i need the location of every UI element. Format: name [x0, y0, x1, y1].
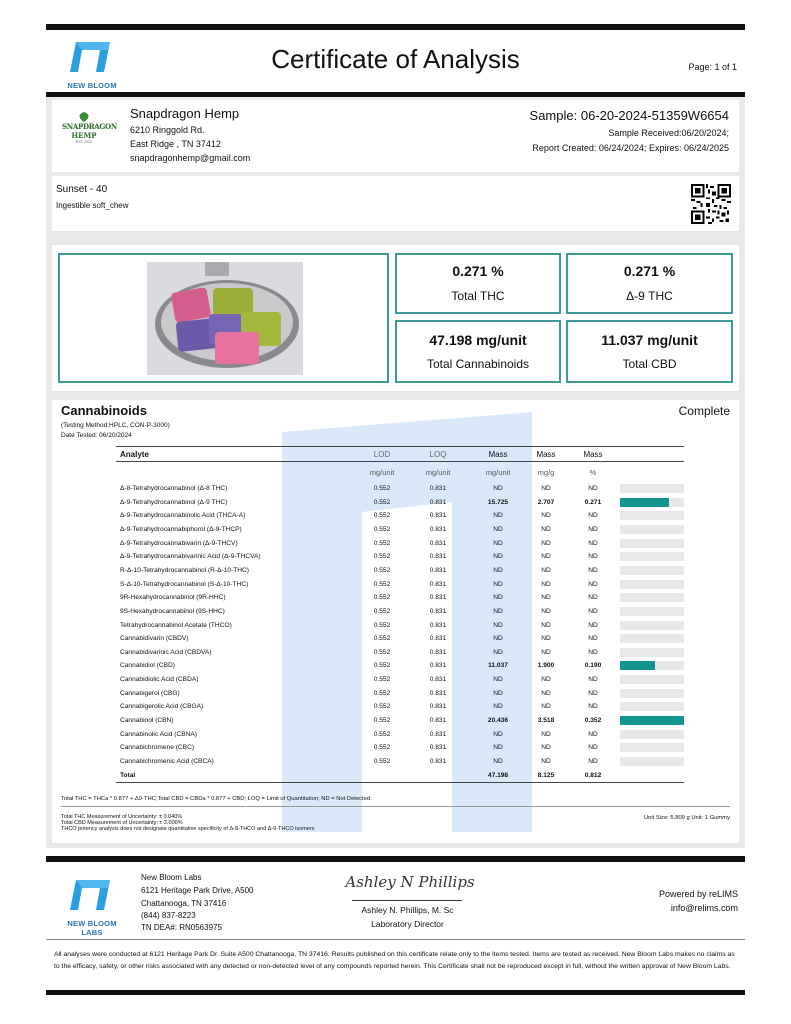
level-bar [620, 607, 684, 616]
analyte-name: R-Δ-10-Tetrahydrocannabinol (R-Δ-10-THC) [120, 566, 249, 574]
analyte-name: Cannabinolic Acid (CBNA) [120, 730, 197, 738]
gummy-tin-image [147, 262, 303, 375]
cell-loq: 0.831 [429, 498, 447, 506]
cell-loq: 0.831 [429, 539, 447, 547]
cell-pct: ND [588, 648, 598, 656]
leaf-icon [76, 112, 92, 122]
lab-dea: TN DEA#: RN0563975 [141, 923, 222, 932]
client-logo-line1: SNAPDRAGON [62, 122, 117, 131]
cell-lod: 0.552 [373, 717, 391, 725]
analyte-name: Δ-9-Tetrahydrocannabinolic Acid (THCA-A) [120, 512, 246, 520]
cell-loq: 0.831 [429, 662, 447, 670]
analyte-name: Cannabidivarinic Acid (CBDVA) [120, 648, 212, 656]
cell-mgunit: ND [493, 553, 503, 561]
cell-pct: ND [588, 621, 598, 629]
total-mgg: 8.125 [537, 771, 555, 779]
level-bar [620, 566, 684, 575]
cell-lod: 0.552 [373, 485, 391, 492]
cell-pct: ND [588, 689, 598, 697]
cell-loq: 0.831 [429, 648, 447, 656]
cell-lod: 0.552 [373, 553, 391, 561]
cell-mgunit: ND [493, 621, 503, 629]
director-name: Ashley N. Phillips, M. Sc [361, 905, 454, 915]
cell-loq: 0.831 [429, 525, 447, 533]
note-cbd-uncertainty: Total CBD Measurement of Uncertainty: ± 2.000% [61, 820, 183, 826]
cell-pct: ND [588, 744, 598, 752]
cell-pct: ND [588, 676, 598, 684]
date-tested: Date Tested: 06/20/2024 [61, 432, 132, 439]
cell-loq: 0.831 [429, 635, 447, 643]
table-header-rule [116, 446, 684, 447]
analyte-name: 9R-Hexahydrocannabinol (9R-HHC) [120, 594, 226, 602]
lab-name: New Bloom Labs [141, 873, 202, 882]
cell-loq: 0.831 [429, 744, 447, 752]
total-mgunit: 47.198 [487, 771, 509, 779]
cell-lod: 0.552 [373, 621, 391, 629]
cannabinoids-status: Complete [678, 404, 730, 418]
header-mass-pct: Mass [583, 450, 603, 459]
cell-mgunit: ND [493, 566, 503, 574]
total-cannabinoids-card [395, 320, 561, 383]
top-rule [46, 24, 745, 30]
cell-mgg: ND [541, 676, 551, 684]
report-dates: Report Created: 06/24/2024; Expires: 06/24/2025 [532, 143, 729, 153]
signature: Ashley N Phillips [345, 873, 475, 891]
level-bar [620, 716, 684, 725]
cell-mgg: 2.707 [537, 498, 555, 506]
cell-mgunit: 11.037 [488, 662, 508, 670]
footer-rule [46, 856, 745, 862]
analyte-name: Δ-8-Tetrahydrocannabinol (Δ-8 THC) [120, 485, 228, 492]
cell-lod: 0.552 [373, 607, 391, 615]
unit-size: Unit Size: 5.809 g Unit: 1 Gummy [643, 815, 730, 821]
cell-lod: 0.552 [373, 648, 391, 656]
product-photo [147, 262, 303, 375]
total-thc-value: 0.271 % [452, 263, 504, 279]
cell-mgunit: 20.436 [487, 717, 509, 725]
analyte-name: Δ-9-Tetrahydrocannabivarin (Δ-9-THCV) [120, 539, 238, 547]
analyte-name: Cannabigerol (CBG) [120, 689, 180, 697]
client-address1: 6210 Ringgold Rd. [130, 125, 205, 135]
product-type: Ingestible soft_chew [56, 201, 129, 210]
qr-code[interactable] [691, 184, 731, 224]
level-bar [620, 702, 684, 711]
cell-mgunit: ND [493, 676, 503, 684]
cell-pct: ND [588, 553, 598, 561]
footer-lab-logo [56, 878, 128, 937]
cell-mgunit: ND [493, 703, 503, 711]
cell-loq: 0.831 [429, 689, 447, 697]
total-thc-card [395, 253, 561, 314]
header-mass-mgunit: Mass [488, 450, 508, 459]
cell-mgg: ND [541, 607, 551, 615]
level-bar [620, 757, 684, 766]
level-bar [620, 539, 684, 548]
testing-method: (Testing Method:HPLC, CON-P-3000) [61, 422, 170, 429]
cell-loq: 0.831 [429, 566, 447, 574]
level-bar [620, 552, 684, 561]
footer-lab-logo-mark-icon [56, 878, 128, 912]
lab-logo-text: NEW BLOOM [67, 81, 117, 90]
qr-code-icon [691, 184, 731, 224]
sample-id: Sample: 06-20-2024-51359W6654 [529, 108, 729, 123]
cell-pct: ND [588, 730, 598, 738]
cell-lod: 0.552 [373, 744, 391, 752]
cell-mgg: ND [541, 580, 551, 588]
cell-mgunit: ND [493, 594, 503, 602]
total-label: Total [120, 771, 136, 779]
total-thc-label: Total THC [451, 289, 505, 303]
note-thc-uncertainty: Total THC Measurement of Uncertainty: ± 0.040% [61, 814, 183, 820]
cell-loq: 0.831 [429, 758, 447, 765]
cell-lod: 0.552 [373, 566, 391, 574]
client-name: Snapdragon Hemp [130, 106, 240, 121]
cell-loq: 0.831 [429, 730, 447, 738]
cell-lod: 0.552 [373, 498, 391, 506]
unit-mass-mgunit: mg/unit [485, 468, 511, 477]
cell-mgg: ND [541, 512, 551, 520]
client-logo-line2: HEMP [71, 131, 97, 140]
level-bar [620, 634, 684, 643]
cell-lod: 0.552 [373, 525, 391, 533]
level-bar [620, 498, 684, 507]
cell-loq: 0.831 [429, 621, 447, 629]
cell-mgg: ND [541, 594, 551, 602]
cell-mgunit: ND [493, 485, 503, 492]
product-photo-frame [58, 253, 389, 383]
d9-thc-value: 0.271 % [623, 263, 676, 279]
cell-mgunit: ND [493, 512, 503, 520]
unit-mass-pct: % [589, 468, 597, 477]
cell-pct: ND [588, 485, 598, 492]
analyte-name: Cannabigerolic Acid (CBGA) [120, 703, 204, 711]
director-title: Laboratory Director [371, 919, 444, 929]
cell-loq: 0.831 [429, 553, 447, 561]
cell-pct: ND [588, 758, 598, 765]
analyte-name: Δ-9-Tetrahydrocannabiphorol (Δ-9-THCP) [120, 525, 242, 533]
cell-pct: ND [588, 525, 598, 533]
cell-mgg: 1.900 [537, 662, 555, 670]
cell-mgunit: ND [493, 607, 503, 615]
lab-address2: Chattanooga, TN 37416 [141, 899, 227, 908]
level-bar-fill [620, 716, 684, 725]
cell-pct: ND [588, 607, 598, 615]
cell-mgunit: ND [493, 580, 503, 588]
cell-pct: 0.271 [584, 498, 602, 506]
cell-lod: 0.552 [373, 539, 391, 547]
total-cbd-card [566, 320, 733, 383]
cell-lod: 0.552 [373, 580, 391, 588]
cell-mgg: ND [541, 621, 551, 629]
cell-loq: 0.831 [429, 703, 447, 711]
cell-mgunit: ND [493, 635, 503, 643]
header-mass-mgg: Mass [536, 450, 556, 459]
cell-mgunit: 15.725 [487, 498, 509, 506]
cell-lod: 0.552 [373, 730, 391, 738]
cell-mgg: 3.518 [537, 717, 555, 725]
cell-mgg: ND [541, 744, 551, 752]
cell-loq: 0.831 [429, 594, 447, 602]
analyte-name: S-Δ-10-Tetrahydrocannabinol (S-Δ-10-THC) [120, 580, 249, 588]
lab-address1: 6121 Heritage Park Drive, A500 [141, 886, 254, 895]
cell-mgg: ND [541, 553, 551, 561]
level-bar [620, 689, 684, 698]
client-email: snapdragonhemp@gmail.com [130, 153, 251, 163]
level-bar [620, 675, 684, 684]
cell-loq: 0.831 [429, 485, 447, 492]
cell-lod: 0.552 [373, 689, 391, 697]
level-bar [620, 484, 684, 493]
d9-thc-card [566, 253, 733, 314]
cell-mgg: ND [541, 566, 551, 574]
cell-loq: 0.831 [429, 607, 447, 615]
signature-line [352, 900, 462, 901]
cell-mgg: ND [541, 525, 551, 533]
table-subheader-rule [116, 461, 684, 462]
analyte-name: Tetrahydrocannabinol Acetate (THCO) [120, 621, 232, 629]
cell-pct: ND [588, 635, 598, 643]
level-bar-fill [620, 498, 669, 507]
client-logo-line3: EST. 2020 [75, 140, 93, 144]
cell-pct: 0.190 [584, 662, 602, 670]
sample-received: Sample Received:06/20/2024; [608, 128, 729, 138]
analyte-name: Cannabidiol (CBD) [120, 662, 175, 670]
cell-pct: ND [588, 539, 598, 547]
total-cannabinoids-label: Total Cannabinoids [426, 357, 530, 371]
level-bar [620, 525, 684, 534]
cell-lod: 0.552 [373, 594, 391, 602]
cell-lod: 0.552 [373, 635, 391, 643]
unit-lod: mg/unit [369, 468, 395, 477]
client-logo [62, 112, 117, 154]
cell-loq: 0.831 [429, 676, 447, 684]
analyte-name: Δ-9-Tetrahydrocannabivarinic Acid (Δ-9-THCVA) [120, 553, 261, 561]
note-definitions: Total THC = THCa * 0.877 + Δ9-THC;Total CBD = CBDa * 0.877 + CBD; LOQ = Limit of Quantitation; ND = Not Detected. [61, 796, 372, 802]
level-bar [620, 621, 684, 630]
level-bar [620, 743, 684, 752]
d9-thc-label: Δ-9 THC [626, 289, 673, 303]
cannabinoids-title: Cannabinoids [61, 403, 147, 418]
product-name: Sunset - 40 [56, 184, 108, 195]
analyte-name: Cannabichromene (CBC) [120, 744, 195, 752]
analyte-name: Cannabidivarin (CBDV) [120, 635, 189, 643]
footer-lab-logo-text: NEW BLOOM LABS [67, 919, 117, 937]
note-thco: THCO potency analysis does not designate quantitative specificity of Δ-8-THCO and Δ-9-THCO isomers [61, 826, 315, 832]
cell-mgunit: ND [493, 730, 503, 738]
cell-pct: ND [588, 594, 598, 602]
level-bar [620, 580, 684, 589]
cell-mgunit: ND [493, 525, 503, 533]
total-cbd-value: 11.037 mg/unit [601, 332, 698, 348]
cell-loq: 0.831 [429, 512, 447, 520]
analyte-name: Cannabinol (CBN) [120, 717, 174, 725]
cell-lod: 0.552 [373, 703, 391, 711]
cell-mgg: ND [541, 635, 551, 643]
total-cannabinoids-value: 47.198 mg/unit [429, 332, 527, 348]
cell-mgg: ND [541, 758, 551, 765]
cell-loq: 0.831 [429, 717, 447, 725]
cell-mgg: ND [541, 648, 551, 656]
unit-mass-mgg: mg/g [537, 468, 555, 477]
level-bar [620, 661, 684, 670]
cell-mgg: ND [541, 703, 551, 711]
cell-mgunit: ND [493, 648, 503, 656]
footer-divider [46, 939, 745, 940]
level-bar [620, 730, 684, 739]
lab-phone: (844) 837-8223 [141, 911, 196, 920]
header-analyte: Analyte [120, 450, 149, 459]
page-number: Page: 1 of 1 [688, 62, 737, 72]
cell-mgg: ND [541, 730, 551, 738]
notes-rule [61, 806, 730, 807]
header-lod: LOD [373, 450, 391, 459]
cell-mgunit: ND [493, 758, 503, 765]
unit-loq: mg/unit [425, 468, 451, 477]
cell-pct: ND [588, 512, 598, 520]
total-pct: 0.812 [584, 771, 602, 779]
cell-mgg: ND [541, 689, 551, 697]
cell-mgunit: ND [493, 539, 503, 547]
header-loq: LOQ [429, 450, 447, 459]
cell-lod: 0.552 [373, 662, 391, 670]
client-address2: East Ridge , TN 37412 [130, 139, 221, 149]
cell-pct: ND [588, 703, 598, 711]
analyte-name: Cannabidiolic Acid (CBDA) [120, 676, 199, 684]
level-bar [620, 648, 684, 657]
cell-mgunit: ND [493, 744, 503, 752]
cell-lod: 0.552 [373, 676, 391, 684]
disclaimer: All analyses were conducted at 6121 Heritage Park Dr. Suite A500 Chattanooga, TN 37416. Results published on this certificate relate only to the items tested. Items are tested as received. New Bloom Labs makes no claims as to the efficacy, safety, or other risks associated with any detected or non-detected level of any compounds reported herein. This Certificate shall not be reproduced except in full, without the written approval of New Bloom Labs. [54, 951, 735, 970]
contact-email[interactable]: info@relims.com [670, 903, 738, 913]
level-bar [620, 593, 684, 602]
cell-lod: 0.552 [373, 512, 391, 520]
cell-mgg: ND [541, 539, 551, 547]
cell-pct: ND [588, 566, 598, 574]
cell-loq: 0.831 [429, 580, 447, 588]
analyte-name: 9S-Hexahydrocannabinol (9S-HHC) [120, 607, 225, 615]
analyte-name: Δ-9-Tetrahydrocannabinol (Δ-9 THC) [120, 498, 228, 506]
page-title: Certificate of Analysis [271, 44, 520, 74]
powered-by[interactable]: Powered by reLIMS [658, 889, 738, 899]
total-cbd-label: Total CBD [622, 357, 677, 371]
cell-mgg: ND [541, 485, 551, 492]
level-bar-fill [620, 661, 655, 670]
product-box [52, 176, 739, 231]
table-bottom-rule [116, 782, 684, 783]
cell-lod: 0.552 [373, 758, 391, 765]
level-bar [620, 511, 684, 520]
cell-pct: 0.352 [584, 717, 602, 725]
cell-pct: ND [588, 580, 598, 588]
analyte-name: Cannabichromenic Acid (CBCA) [120, 758, 214, 765]
bottom-rule [46, 990, 745, 995]
cell-mgunit: ND [493, 689, 503, 697]
